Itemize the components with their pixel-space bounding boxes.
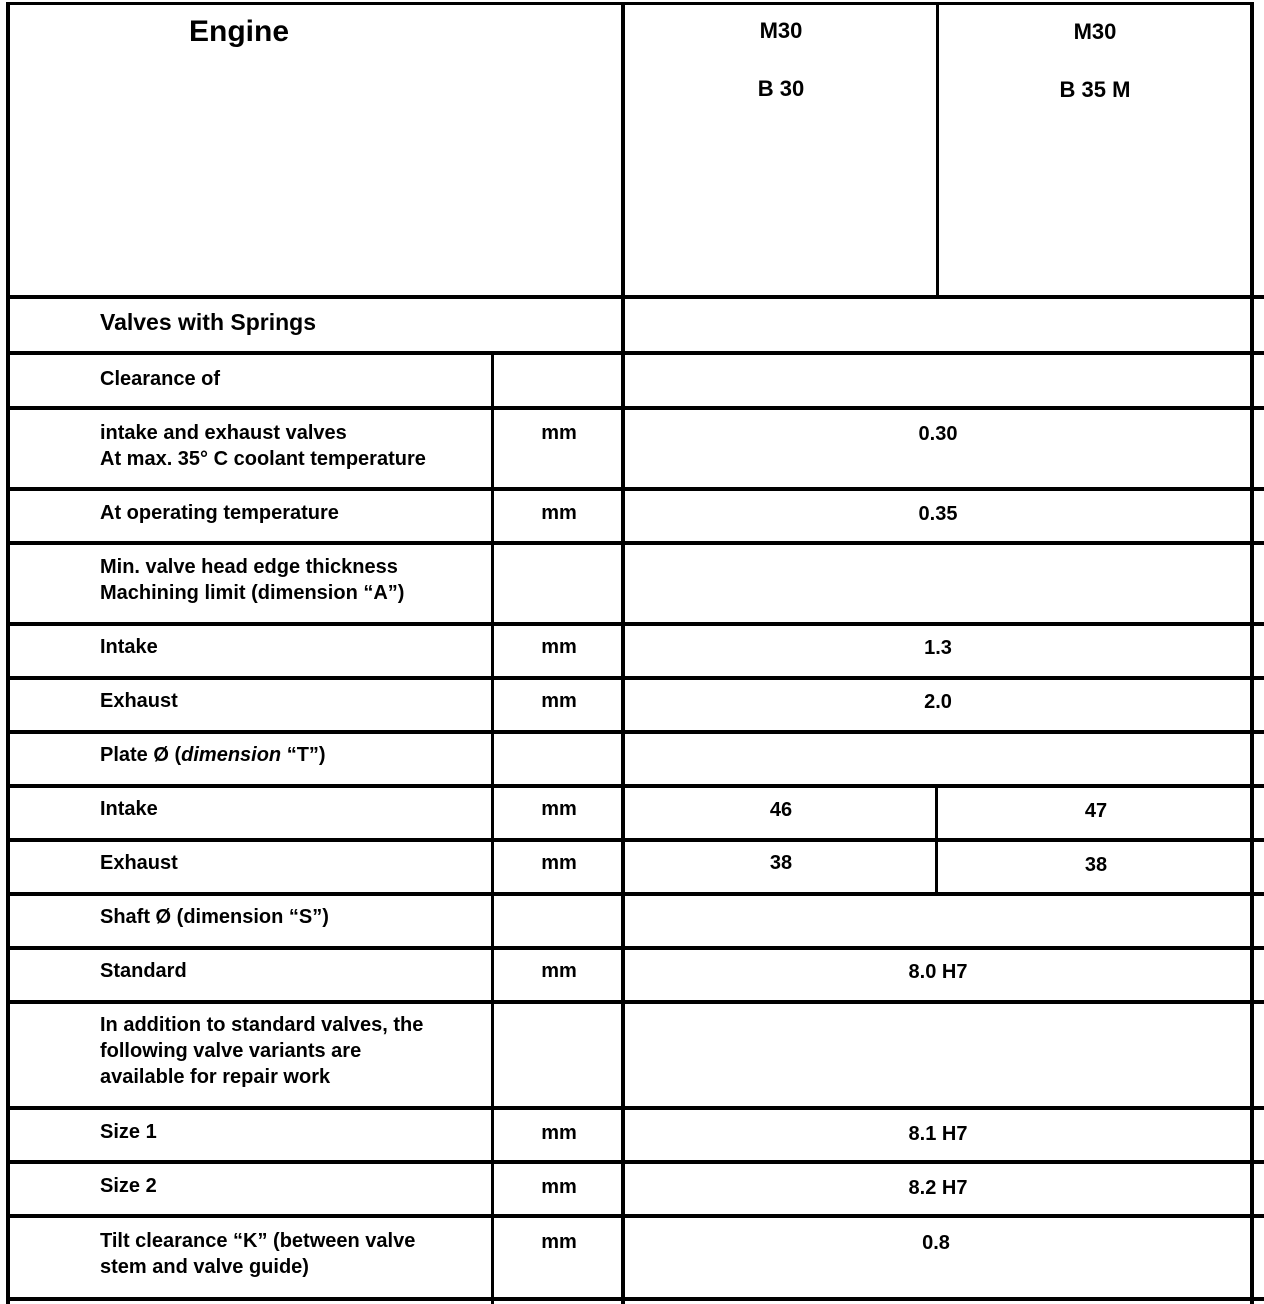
row-label-tilt: Tilt clearance “K” (between valve stem and valve guide)	[100, 1230, 416, 1278]
plate-label-suffix: “T”)	[281, 744, 326, 766]
col-b35m-engine: M30	[1073, 19, 1117, 44]
row-label-plate-exhaust: Exhaust	[100, 852, 178, 874]
row-label-plate-intake: Intake	[100, 798, 158, 820]
row-value: 8.2 H7	[908, 1177, 968, 1199]
row-label-standard: Standard	[100, 960, 187, 982]
row-label-size2: Size 2	[100, 1175, 157, 1197]
row-value-b30: 38	[769, 852, 793, 874]
row-label-thickness-exhaust: Exhaust	[100, 690, 178, 712]
row-value: 8.1 H7	[908, 1123, 968, 1145]
row-unit: mm	[541, 852, 577, 874]
row-label-min-thickness: Min. valve head edge thickness Machining limit (dimension “A”)	[100, 556, 405, 604]
row-unit: mm	[541, 502, 577, 524]
row-value: 0.8	[922, 1232, 950, 1254]
row-unit: mm	[541, 798, 577, 820]
row-label-shaft: Shaft Ø (dimension “S”)	[100, 906, 329, 928]
row-value-b35m: 47	[1084, 800, 1108, 822]
row-value: 8.0 H7	[908, 961, 968, 983]
engine-label: Engine	[188, 15, 290, 48]
plate-label-prefix: Plate Ø (	[100, 744, 182, 766]
row-label-plate	[100, 742, 326, 768]
row-label-clearance: Clearance of	[100, 368, 221, 390]
row-value-b35m: 38	[1084, 854, 1108, 876]
row-unit: mm	[541, 1122, 577, 1144]
row-value: 2.0	[924, 691, 952, 713]
row-unit: mm	[541, 960, 577, 982]
section-title: Valves with Springs	[100, 309, 317, 335]
row-label-variants: In addition to standard valves, the following valve variants are available for repair work	[100, 1014, 424, 1088]
col-b35m-model: B 35 M	[1059, 77, 1131, 102]
row-label-operating: At operating temperature	[100, 502, 339, 524]
col-b30-engine: M30	[759, 18, 803, 43]
row-unit: mm	[541, 690, 577, 712]
row-unit: mm	[541, 422, 577, 444]
row-label-thickness-intake: Intake	[100, 636, 158, 658]
row-value: 0.30	[918, 423, 958, 445]
row-unit: mm	[541, 636, 577, 658]
row-unit: mm	[541, 1231, 577, 1253]
row-label-size1: Size 1	[100, 1121, 157, 1143]
row-unit: mm	[541, 1176, 577, 1198]
row-value: 0.35	[918, 503, 958, 525]
row-value: 1.3	[924, 637, 952, 659]
plate-label-italic: dimension	[181, 744, 282, 766]
row-value-b30: 46	[769, 799, 793, 821]
row-label-intake-exhaust: intake and exhaust valves At max. 35° C coolant temperature	[100, 422, 426, 470]
col-b30-model: B 30	[757, 76, 805, 101]
